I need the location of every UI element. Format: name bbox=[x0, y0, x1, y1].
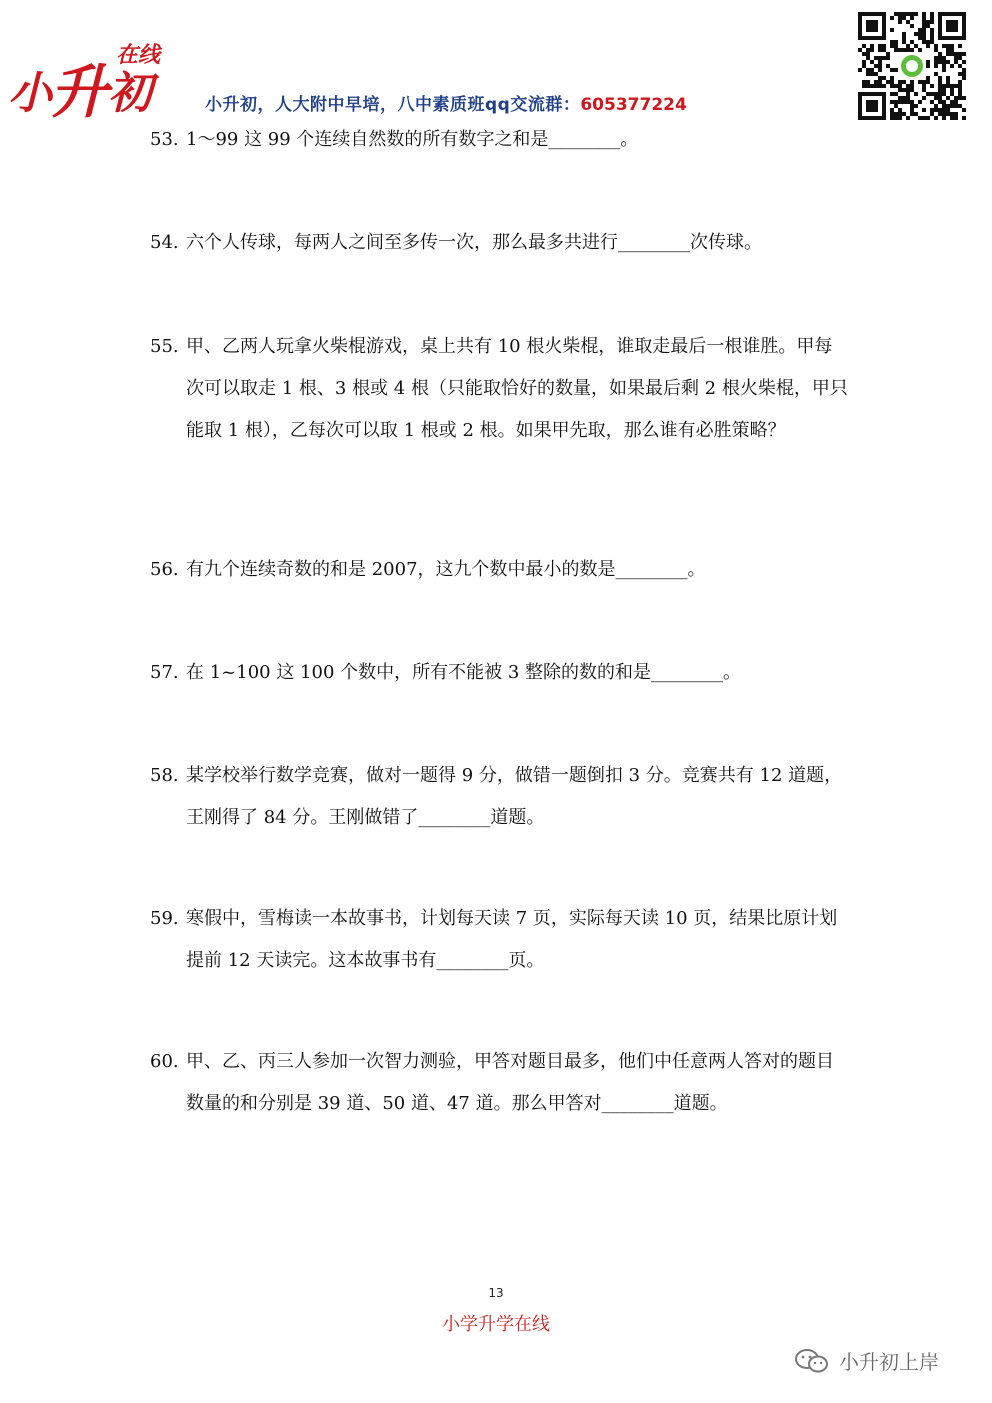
question-60 bbox=[150, 1041, 850, 1125]
question-number: 55. bbox=[150, 336, 179, 357]
question-number: 53. bbox=[150, 129, 179, 150]
svg-text:小: 小 bbox=[8, 68, 52, 119]
page-number: 13 bbox=[488, 1286, 504, 1300]
question-57 bbox=[150, 652, 850, 694]
question-text: 六个人传球，每两人之间至多传一次，那么最多共进行________次传球。 bbox=[186, 232, 762, 253]
qr-code bbox=[856, 10, 968, 126]
question-number: 56. bbox=[150, 559, 179, 580]
question-text: 甲、乙、丙三人参加一次智力测验，甲答对题目最多，他们中任意两人答对的题目数量的和分别是 39 道、50 道、47 道。那么甲答对________道题。 bbox=[186, 1051, 834, 1114]
banner-text: 小升初，人大附中早培，八中素质班qq交流群： bbox=[205, 95, 581, 115]
svg-text:在线: 在线 bbox=[116, 43, 161, 68]
question-59 bbox=[150, 898, 850, 982]
question-text: 1～99 这 99 个连续自然数的所有数字之和是________。 bbox=[186, 129, 639, 150]
question-number: 58. bbox=[150, 765, 179, 786]
wechat-icon bbox=[795, 1348, 829, 1374]
question-text: 在 1~100 这 100 个数中，所有不能被 3 整除的数的和是________。 bbox=[186, 662, 742, 683]
question-number: 54. bbox=[150, 232, 179, 253]
question-text: 有九个连续奇数的和是 2007，这九个数中最小的数是________。 bbox=[186, 559, 706, 580]
brand-logo bbox=[8, 30, 173, 120]
question-text: 某学校举行数学竞赛，做对一题得 9 分，做错一题倒扣 3 分。竞赛共有 12 道题，王刚得了 84 分。王刚做错了________道题。 bbox=[186, 765, 843, 828]
question-58 bbox=[150, 755, 850, 839]
question-text: 寒假中，雪梅读一本故事书，计划每天读 7 页，实际每天读 10 页，结果比原计划提前 12 天读完。这本故事书有________页。 bbox=[186, 908, 838, 971]
footer-site-name: 小学升学在线 bbox=[442, 1314, 550, 1335]
svg-text:初: 初 bbox=[108, 68, 152, 119]
header-banner bbox=[205, 90, 687, 115]
question-54 bbox=[150, 222, 850, 264]
question-number: 57. bbox=[150, 662, 179, 683]
question-53 bbox=[150, 119, 850, 161]
watermark bbox=[795, 1346, 965, 1376]
watermark-text: 小升初上岸 bbox=[839, 1350, 939, 1374]
question-56 bbox=[150, 549, 850, 591]
question-55 bbox=[150, 326, 850, 452]
question-number: 60. bbox=[150, 1051, 179, 1072]
qq-group-number: 605377224 bbox=[580, 95, 687, 115]
question-text: 甲、乙两人玩拿火柴棍游戏，桌上共有 10 根火柴棍，谁取走最后一根谁胜。甲每次可以取走 1 根、3 根或 4 根（只能取恰好的数量，如果最后剩 2 根火柴棍，甲只能取 1 根），乙每次可以取 1 根或 2 根。如果甲先取，那么谁有必胜策略？ bbox=[186, 336, 848, 441]
svg-text:升: 升 bbox=[50, 58, 109, 120]
question-number: 59. bbox=[150, 908, 179, 929]
